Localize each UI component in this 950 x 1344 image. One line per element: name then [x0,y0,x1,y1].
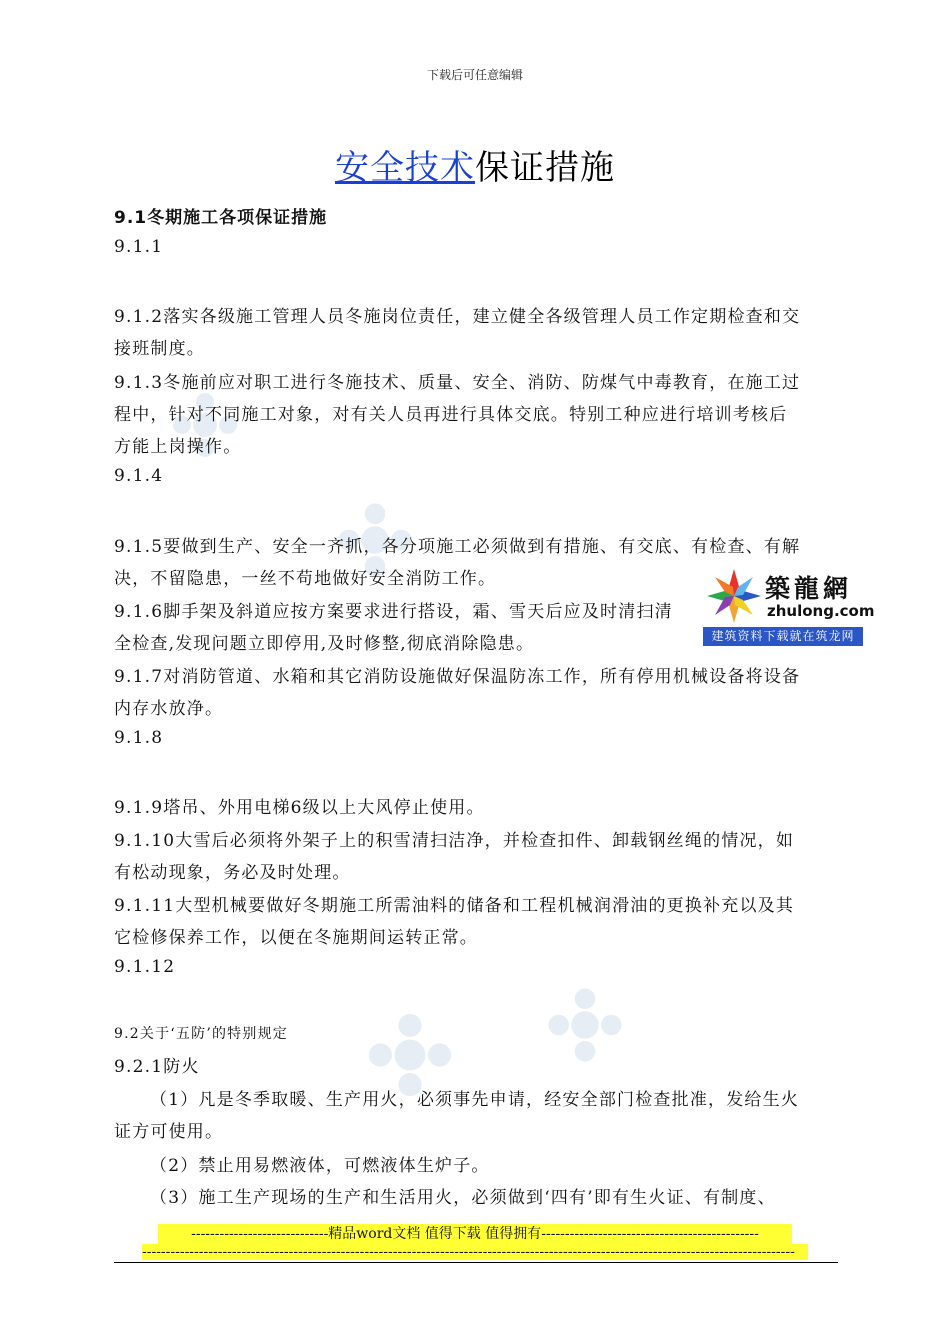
section-heading-9-2: 9.2关于‘五防’的特别规定 [114,1026,288,1042]
paragraph-9-1-6-cont: 全检查,发现问题立即停用,及时修整,彻底消除隐患。 [114,634,535,654]
paragraph-9-1-1: 9.1.1 [114,237,164,257]
paragraph-9-1-2: 9.1.2落实各级施工管理人员冬施岗位责任，建立健全各级管理人员工作定期检查和交 [114,307,801,327]
paragraph-9-1-5: 9.1.5要做到生产、安全一齐抓，各分项施工必须做到有措施、有交底、有检查、有解 [114,537,801,557]
paragraph-9-1-2-cont: 接班制度。 [114,339,205,359]
list-item-1-cont: 证方可使用。 [114,1122,224,1142]
paragraph-9-1-6: 9.1.6脚手架及斜道应按方案要求进行搭设，霜、雪天后应及时清扫清 [114,602,673,622]
paragraph-9-1-7: 9.1.7对消防管道、水箱和其它消防设施做好保温防冻工作，所有停用机械设备将设备 [114,667,801,687]
list-item-3: （3）施工生产现场的生产和生活用火，必须做到‘四有’即有生火证、有制度、 [150,1188,776,1208]
paragraph-9-1-10: 9.1.10大雪后必须将外架子上的积雪清扫洁净，并检查扣件、卸载钢丝绳的情况，如 [114,831,795,851]
paragraph-9-1-11: 9.1.11大型机械要做好冬期施工所需油料的储备和工程机械润滑油的更换补充以及其 [114,896,795,916]
paragraph-9-1-7-cont: 内存水放净。 [114,699,224,719]
title-rest: 保证措施 [475,148,615,188]
footer-banner-line2: ------------------------------------------------------------------------------------------------------------------------------------------ [142,1244,808,1260]
paragraph-9-1-3-cont2: 方能上岗操作。 [114,437,242,457]
paragraph-9-1-3-cont: 程中，针对不同施工对象，对有关人员再进行具体交底。特别工种应进行培训考核后 [114,405,788,425]
paragraph-9-2-1: 9.2.1防火 [114,1057,200,1077]
section-heading-9-1: 9.1冬期施工各项保证措施 [114,208,328,228]
watermark-flower-icon [545,985,625,1065]
footer-divider [114,1262,838,1263]
footer-banner: -----------------------------精品word文档 值得下载 值得拥有---------------------------------------------- [158,1224,792,1244]
paragraph-9-1-8: 9.1.8 [114,728,164,748]
paragraph-9-1-11-cont: 它检修保养工作，以便在冬施期间运转正常。 [114,928,478,948]
list-item-1: （1）凡是冬季取暖、生产用火，必须事先申请，经安全部门检查批准，发给生火 [150,1090,800,1110]
logo-slogan: 建筑资料下载就在筑龙网 [703,627,863,646]
paragraph-9-1-12: 9.1.12 [114,957,176,977]
paragraph-9-1-4: 9.1.4 [114,466,164,486]
list-item-2: （2）禁止用易燃液体，可燃液体生炉子。 [150,1156,490,1176]
page-title [0,140,950,189]
paragraph-9-1-10-cont: 有松动现象，务必及时处理。 [114,863,351,883]
paragraph-9-1-3: 9.1.3冬施前应对职工进行冬施技术、质量、安全、消防、防煤气中毒教育，在施工过 [114,373,801,393]
zhulong-logo [703,565,875,647]
logo-en-text: zhulong.com [767,602,875,620]
logo-flower-icon [705,567,763,625]
paragraph-9-1-5-cont: 决，不留隐患，一丝不苟地做好安全消防工作。 [114,569,497,589]
header-note: 下载后可任意编辑 [426,68,523,82]
logo-cn-text: 築龍網 [765,574,853,603]
title-link[interactable]: 安全技术 [335,148,475,188]
paragraph-9-1-9: 9.1.9塔吊、外用电梯6级以上大风停止使用。 [114,798,485,818]
